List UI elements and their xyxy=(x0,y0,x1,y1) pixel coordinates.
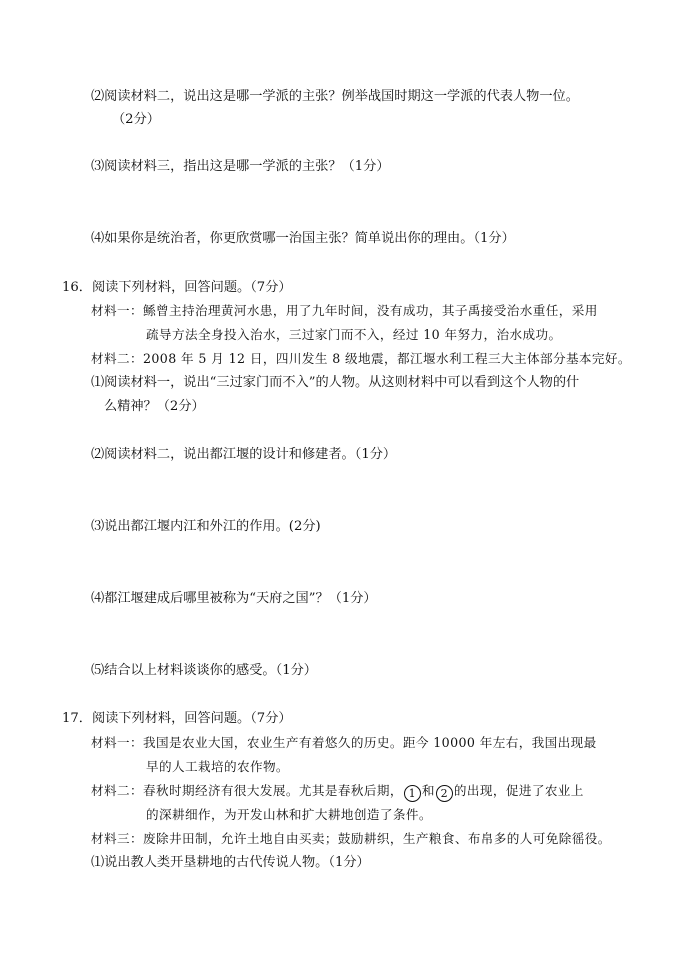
q16-sub-2: ⑵阅读材料二，说出都江堰的设计和修建者。（1分） xyxy=(91,447,397,462)
q16-material-1-line2: 疏导方法全身投入治水，三过家门而不入，经过 10 年努力，治水成功。 xyxy=(146,327,562,342)
circled-number-1: 1 xyxy=(404,785,421,802)
q16-material-1-line1: 材料一：鲧曾主持治理黄河水患，用了九年时间，没有成功，其子禹接受治水重任，采用 xyxy=(91,303,598,318)
q17-heading: 17．阅读下列材料，回答问题。（7分） xyxy=(62,711,292,726)
q16-sub-1-line2: 么精神？（2分） xyxy=(104,399,205,414)
q17-material-2-text-a: 材料二：春秋时期经济有很大发展。尤其是春秋后期， xyxy=(91,783,403,798)
q16-heading: 16．阅读下列材料，回答问题。（7分） xyxy=(62,280,292,295)
question-2-score: （2分） xyxy=(112,112,160,127)
q17-material-1-line2: 早的人工栽培的农作物。 xyxy=(146,759,289,774)
q16-material-2: 材料二：2008 年 5 月 12 日，四川发生 8 级地震，都江堰水利工程三大主体部分基本完好。 xyxy=(91,351,631,366)
q16-sub-1-line1: ⑴阅读材料一，说出“三过家门而不入”的人物。从这则材料中可以看到这个人物的什 xyxy=(91,375,580,390)
q17-material-2-text-c: 的出现，促进了农业上 xyxy=(453,783,584,798)
q17-material-2-text-b: 和 xyxy=(421,783,435,798)
q16-sub-4: ⑷都江堰建成后哪里被称为“天府之国”？（1分） xyxy=(91,591,377,606)
circled-number-2: 2 xyxy=(436,785,453,802)
question-4: ⑷如果你是统治者，你更欣赏哪一治国主张？简单说出你的理由。（1分） xyxy=(91,231,515,246)
q17-material-2-line2: 的深耕细作，为开发山林和扩大耕地创造了条件。 xyxy=(146,807,432,822)
q17-sub-1: ⑴说出教人类开垦耕地的古代传说人物。（1分） xyxy=(91,855,370,870)
question-2-line1: ⑵阅读材料二，说出这是哪一学派的主张？例举战国时期这一学派的代表人物一位。 xyxy=(91,89,579,104)
q17-material-2-line1 xyxy=(91,782,584,802)
q17-material-3: 材料三：废除井田制，允许土地自由买卖；鼓励耕织，生产粮食、布帛多的人可免除徭役。 xyxy=(91,831,611,846)
q16-sub-3: ⑶说出都江堰内江和外江的作用。(2分) xyxy=(91,519,321,534)
question-3: ⑶阅读材料三，指出这是哪一学派的主张？（1分） xyxy=(91,159,390,174)
q17-material-1-line1: 材料一：我国是农业大国，农业生产有着悠久的历史。距今 10000 年左右，我国出现最 xyxy=(91,735,597,750)
q16-sub-5: ⑸结合以上材料谈谈你的感受。（1分） xyxy=(91,663,317,678)
